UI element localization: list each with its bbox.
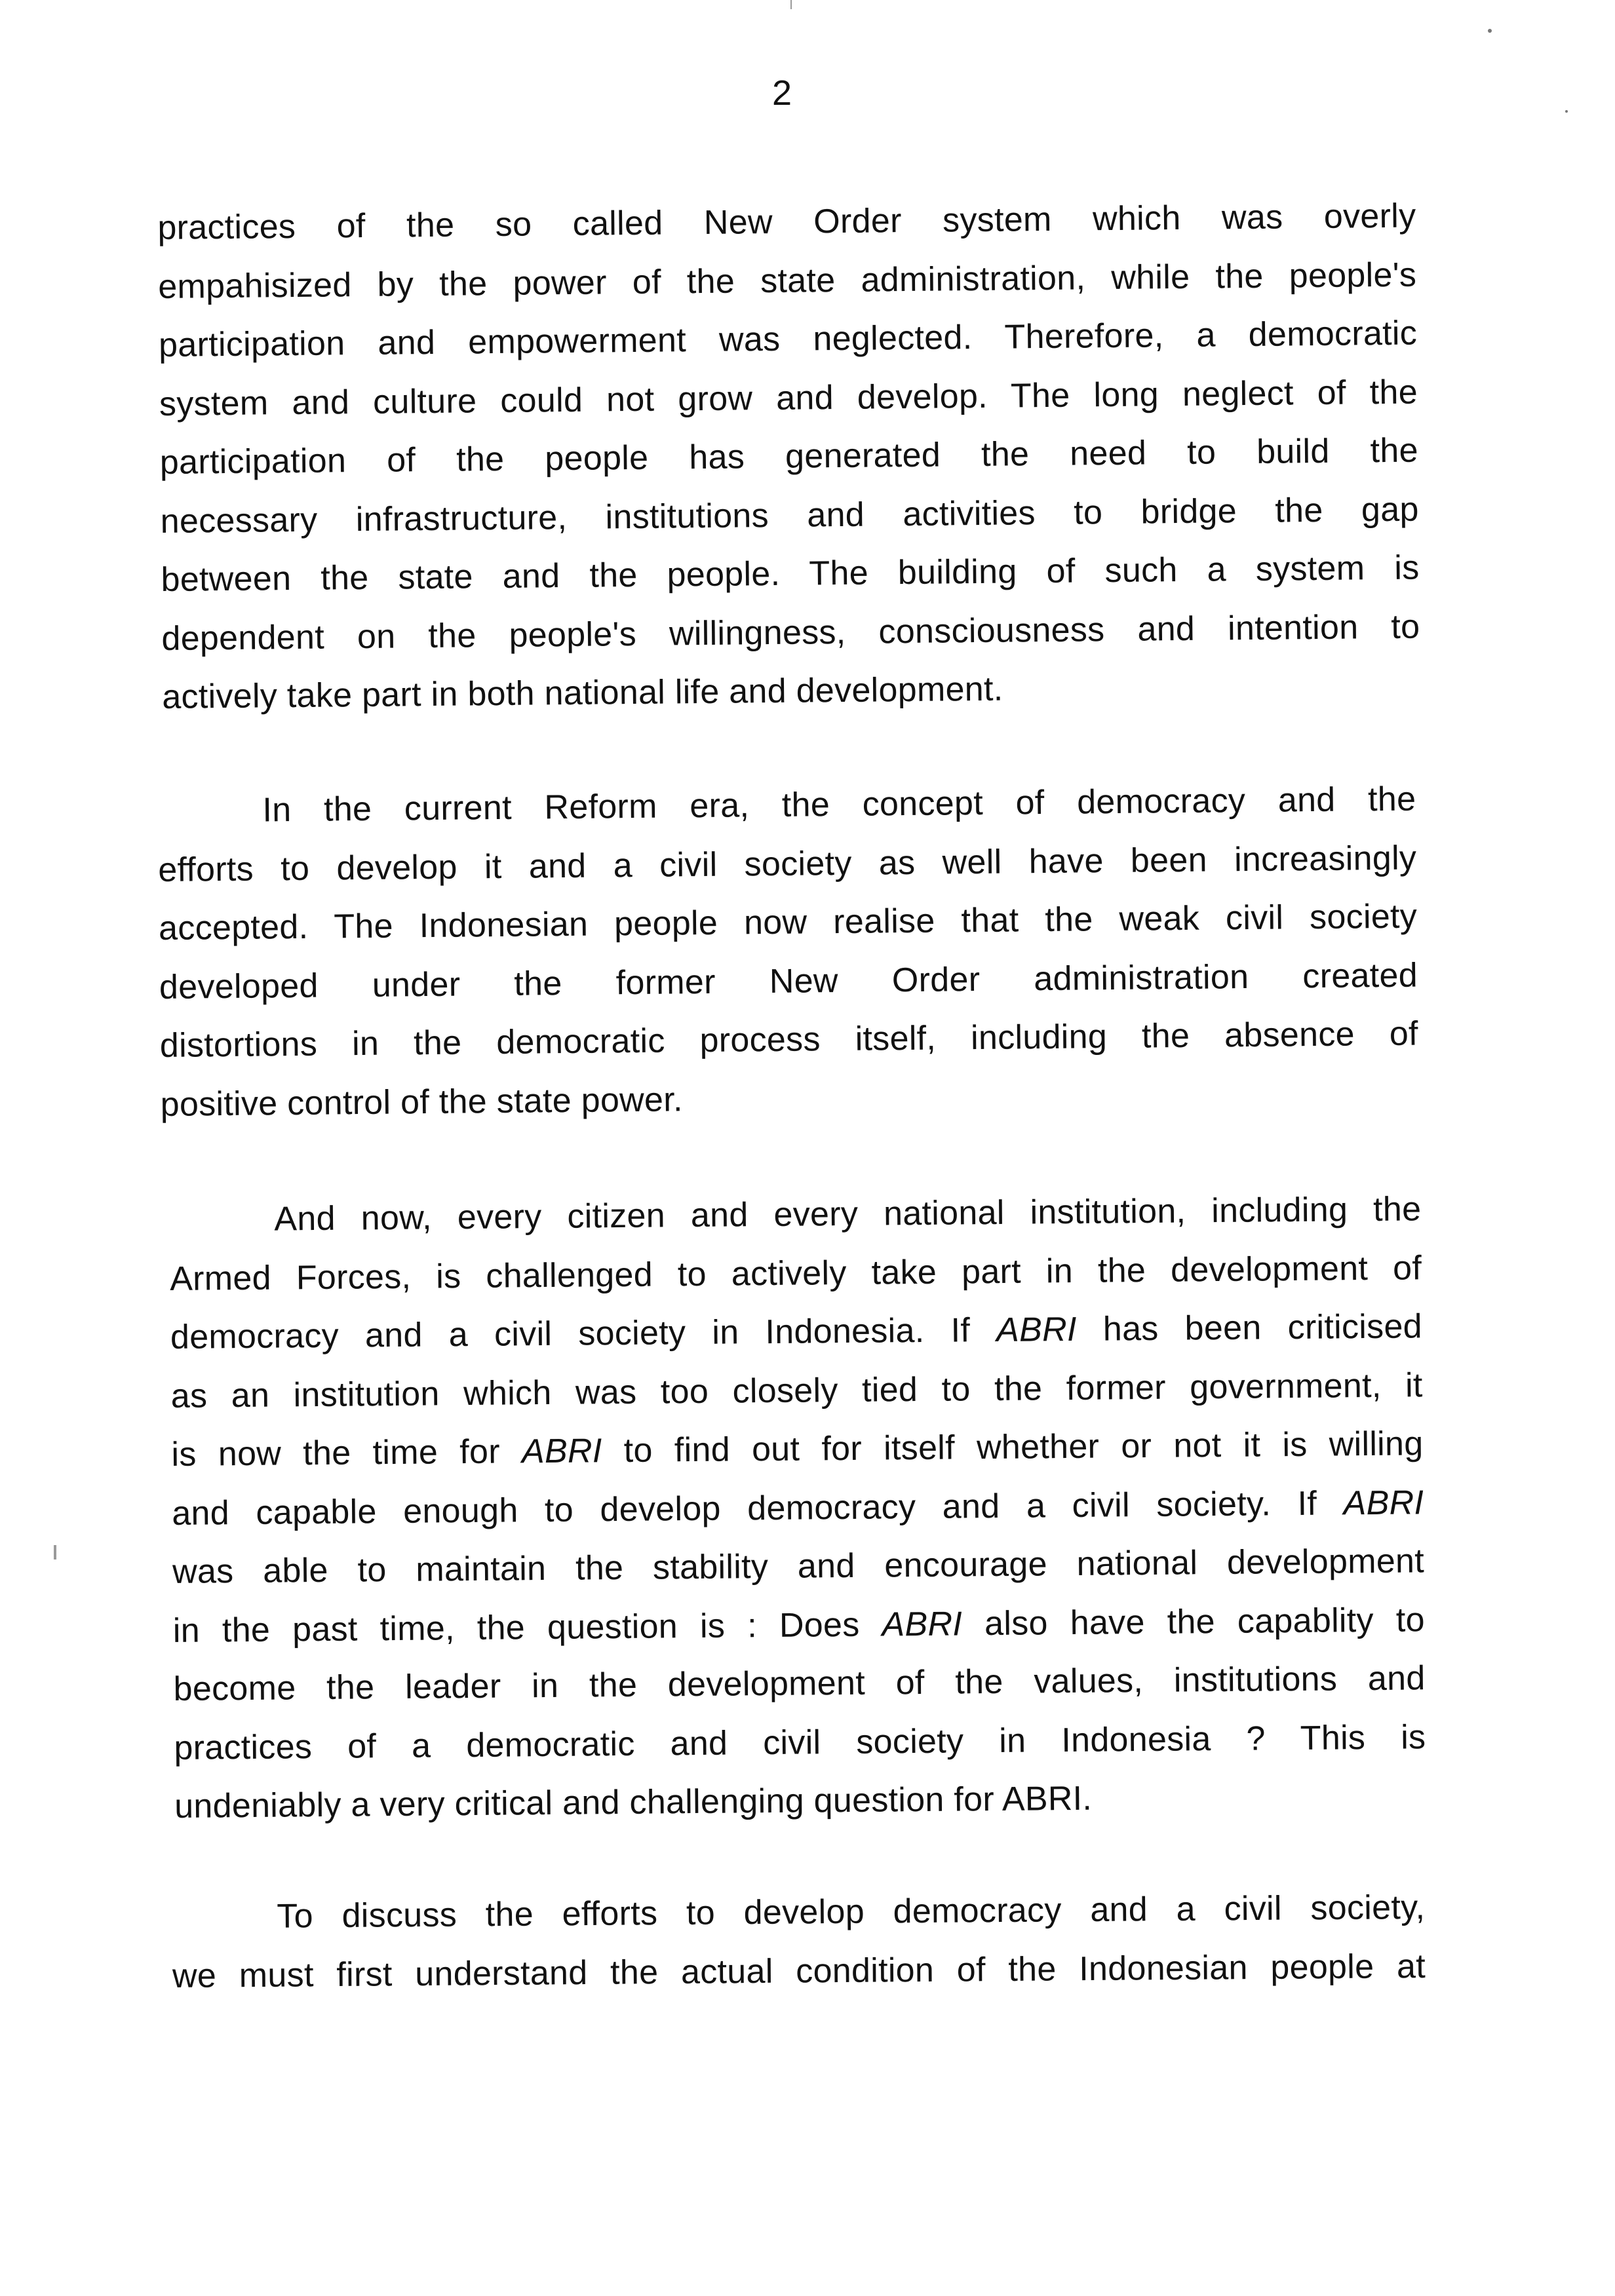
- paragraph-line: is now the time for ABRI to find out for itself whether or not it is willing: [171, 1425, 1424, 1474]
- scan-speck: [1565, 110, 1568, 113]
- paragraph-line: we must first understand the actual condition of the Indonesian people at: [172, 1947, 1426, 1995]
- acronym-abri: ABRI: [882, 1604, 963, 1644]
- paragraph-line: between the state and the people. The building of such a system is: [161, 548, 1420, 599]
- scan-artifact-line: [54, 1545, 56, 1559]
- paragraph-line: democracy and a civil society in Indonesia. If ABRI has been criticised: [170, 1307, 1423, 1356]
- paragraph-line: undeniably a very critical and challenging question for ABRI.: [174, 1779, 1093, 1826]
- paragraph-line: dependent on the people's willingness, consciousness and intention to: [161, 607, 1420, 658]
- paragraph-line: distortions in the democratic process itself, including the absence of: [159, 1014, 1419, 1065]
- paragraph-reform-era: [157, 771, 1419, 1134]
- acronym-abri: ABRI: [1343, 1483, 1424, 1522]
- paragraph-line: accepted. The Indonesian people now realise that the weak civil society: [158, 897, 1418, 947]
- scan-artifact-line: [790, 0, 792, 9]
- paragraph-line: as an institution which was too closely tied to the former government, it: [170, 1366, 1423, 1415]
- paragraph-line: efforts to develop it and a civil society as well have been increasingly: [158, 839, 1417, 889]
- paragraph-discussion: [172, 1879, 1426, 2006]
- paragraph-line: was able to maintain the stability and encourage national development: [172, 1542, 1425, 1591]
- paragraph-line: participation of the people has generated the need to build the: [159, 431, 1419, 482]
- paragraph-line: in the past time, the question is : Does ABRI also have the capablity to: [172, 1600, 1426, 1650]
- paragraph-line: empahisized by the power of the state administration, while the people's: [158, 256, 1417, 306]
- paragraph-line: In the current Reform era, the concept of democracy and the: [262, 780, 1416, 830]
- paragraph-line: positive control of the state power.: [160, 1080, 683, 1124]
- acronym-abri: ABRI: [521, 1432, 602, 1471]
- paragraph-line: necessary infrastructure, institutions and activities to bridge the gap: [160, 490, 1419, 541]
- paragraph-line: actively take part in both national life and development.: [162, 670, 1003, 716]
- page-number: 2: [772, 73, 792, 113]
- paragraph-line: become the leader in the development of the values, institutions and: [173, 1659, 1426, 1708]
- paragraph-new-order: [157, 187, 1421, 727]
- paragraph-line: system and culture could not grow and develop. The long neglect of the: [159, 373, 1418, 423]
- paragraph-line: And now, every citizen and every national institution, including the: [274, 1190, 1422, 1238]
- acronym-abri: ABRI: [996, 1310, 1077, 1349]
- scan-speck: [1488, 29, 1492, 33]
- paragraph-line: Armed Forces, is challenged to actively take part in the development of: [169, 1248, 1422, 1298]
- paragraph-line: practices of a democratic and civil society in Indonesia ? This is: [174, 1717, 1426, 1767]
- paragraph-line: and capable enough to develop democracy and a civil society. If ABRI: [172, 1483, 1424, 1533]
- paragraph-abri-challenge: [169, 1180, 1427, 1836]
- paragraph-line: practices of the so called New Order system which was overly: [157, 197, 1416, 247]
- paragraph-line: participation and empowerment was neglected. Therefore, a democratic: [158, 314, 1418, 364]
- paragraph-line: developed under the former New Order administration created: [159, 956, 1418, 1006]
- paragraph-line: To discuss the efforts to develop democracy and a civil society,: [277, 1888, 1426, 1936]
